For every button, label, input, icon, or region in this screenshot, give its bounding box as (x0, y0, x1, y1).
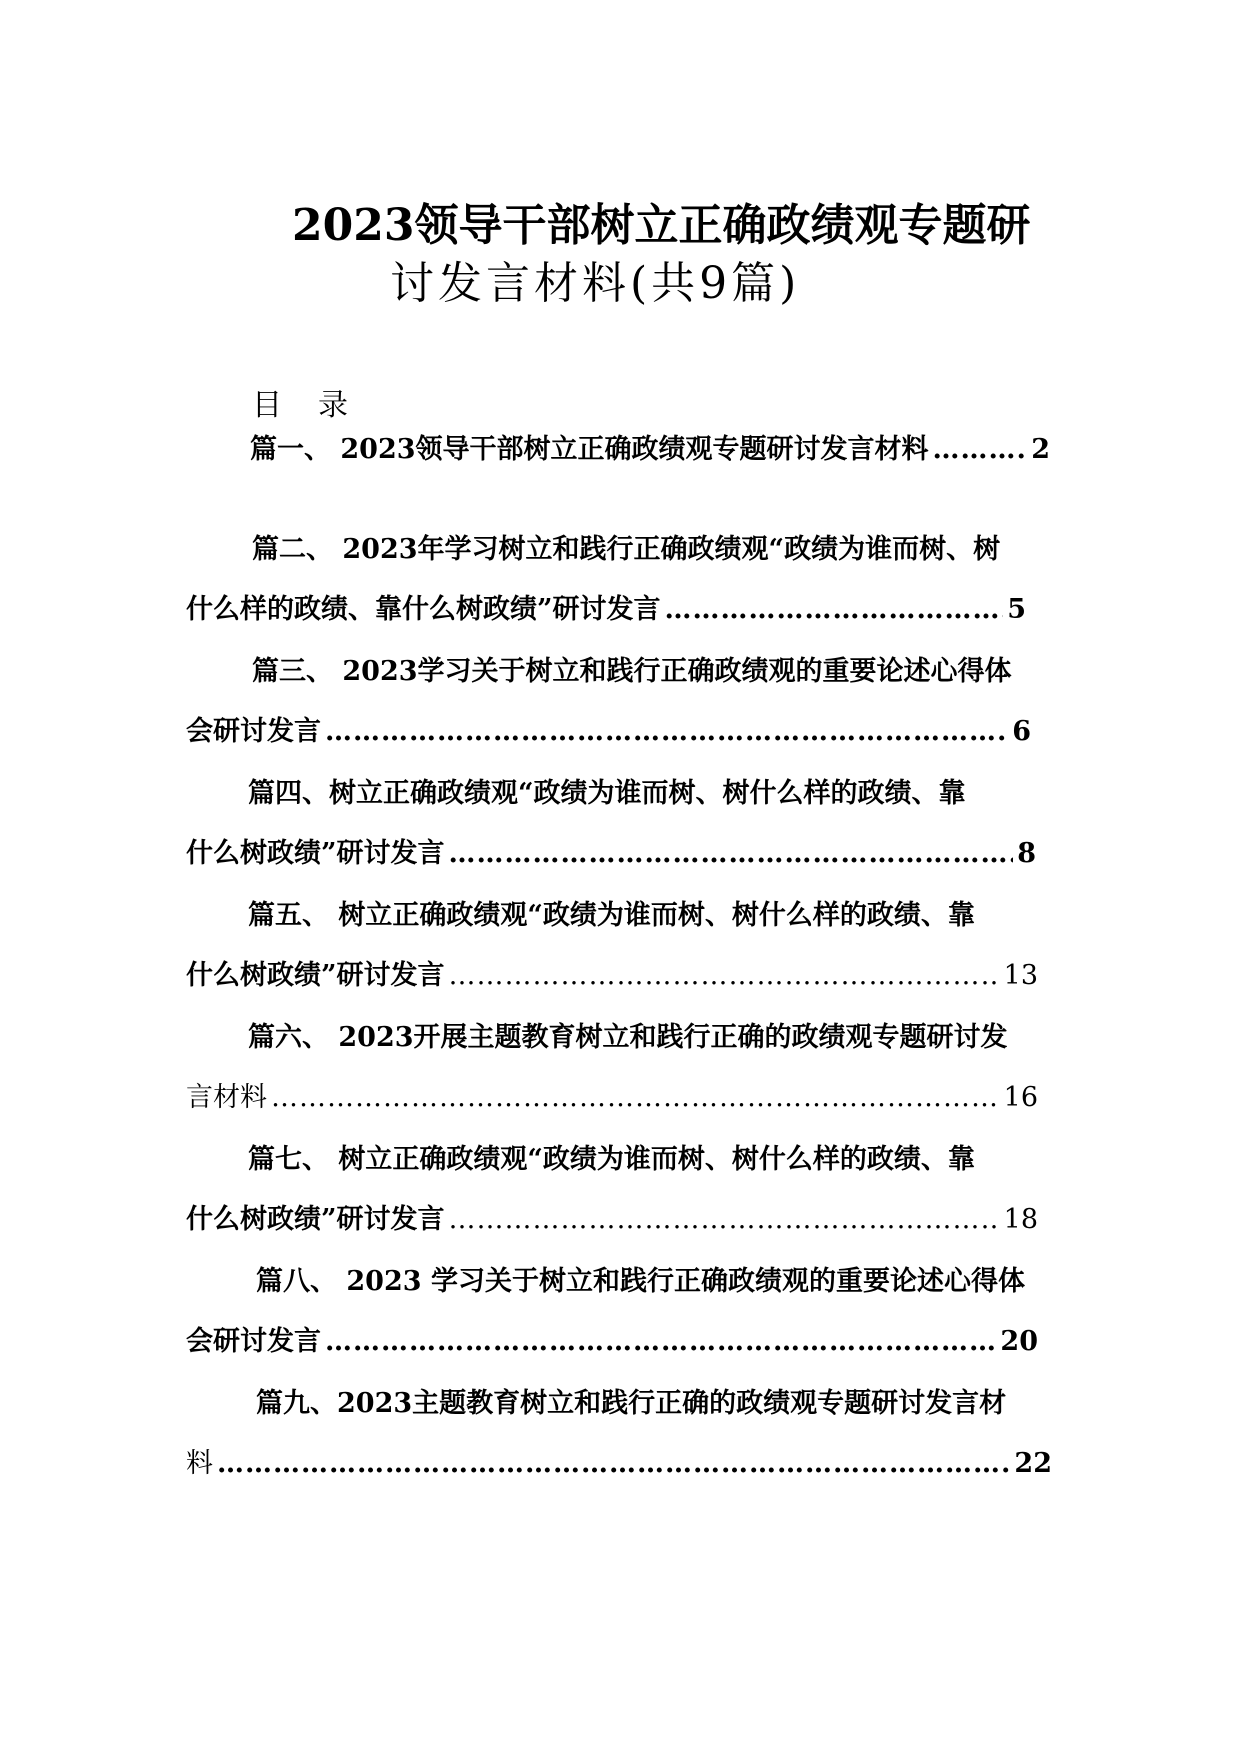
toc-leader-dots (325, 712, 1008, 752)
toc-entry-5-line-1[interactable]: 篇五、 树立正确政绩观“政绩为谁而树、树什么样的政绩、靠 (248, 900, 975, 931)
toc-entry-9-line-1[interactable]: 篇九、2023主题教育树立和践行正确的政绩观专题研讨发言材 (256, 1388, 1007, 1419)
toc-entry-4-page: 8 (1017, 838, 1036, 869)
toc-heading: 目录 (252, 388, 384, 423)
toc-entry-8-line-1[interactable]: 篇八、 2023 学习关于树立和践行正确政绩观的重要论述心得体 (256, 1266, 1025, 1297)
toc-leader-dots (271, 1078, 1000, 1118)
toc-entry-6-line-1[interactable]: 篇六、 2023开展主题教育树立和践行正确的政绩观专题研讨发 (248, 1022, 1008, 1053)
document-title-line-1: 2023领导干部树立正确政绩观专题研 (292, 200, 1031, 251)
toc-entry-1[interactable] (250, 430, 1050, 470)
toc-entry-2-page: 5 (1007, 594, 1026, 625)
toc-entry-6-page: 16 (1003, 1082, 1038, 1113)
toc-entry-2[interactable] (186, 590, 1026, 630)
toc-entry-6[interactable] (186, 1078, 1038, 1118)
toc-entry-3-title: 会研讨发言 (186, 716, 321, 747)
toc-entry-3[interactable] (186, 712, 1031, 752)
toc-entry-8-page: 20 (1000, 1326, 1038, 1357)
toc-entry-8[interactable] (186, 1322, 1038, 1362)
toc-leader-dots (665, 590, 1004, 630)
toc-entry-3-page: 6 (1012, 716, 1031, 747)
toc-entry-6-title: 言材料 (186, 1082, 267, 1113)
toc-entry-5[interactable] (186, 956, 1038, 996)
toc-entry-9[interactable] (186, 1444, 1052, 1484)
toc-entry-9-title: 料 (186, 1448, 213, 1479)
toc-entry-1-title: 篇一、 2023领导干部树立正确政绩观专题研讨发言材料 (250, 434, 929, 465)
toc-entry-3-line-1[interactable]: 篇三、 2023学习关于树立和践行正确政绩观的重要论述心得体 (252, 656, 1012, 687)
toc-entry-5-page: 13 (1003, 960, 1038, 991)
toc-entry-7[interactable] (186, 1200, 1038, 1240)
toc-entry-2-title: 什么样的政绩、靠什么树政绩”研讨发言 (186, 594, 661, 625)
toc-entry-4-title: 什么树政绩”研讨发言 (186, 838, 445, 869)
toc-leader-dots (325, 1322, 996, 1362)
toc-entry-4[interactable] (186, 834, 1036, 874)
document-title-line-2: 讨发言材料(共9篇) (390, 258, 801, 309)
toc-leader-dots (449, 956, 1000, 996)
toc-entry-2-line-1[interactable]: 篇二、 2023年学习树立和践行正确政绩观“政绩为谁而树、树 (252, 534, 1001, 565)
toc-entry-4-line-1[interactable]: 篇四、树立正确政绩观“政绩为谁而树、树什么样的政绩、靠 (248, 778, 966, 809)
toc-leader-dots (449, 1200, 1000, 1240)
toc-entry-7-line-1[interactable]: 篇七、 树立正确政绩观“政绩为谁而树、树什么样的政绩、靠 (248, 1144, 975, 1175)
toc-leader-dots (449, 834, 1014, 874)
toc-entry-1-page: 2 (1031, 434, 1050, 465)
toc-entry-8-title: 会研讨发言 (186, 1326, 321, 1357)
toc-entry-7-title: 什么树政绩”研讨发言 (186, 1204, 445, 1235)
toc-entry-9-page: 22 (1014, 1448, 1052, 1479)
toc-entry-7-page: 18 (1003, 1204, 1038, 1235)
toc-entry-5-title: 什么树政绩”研讨发言 (186, 960, 445, 991)
toc-leader-dots (933, 430, 1028, 470)
toc-leader-dots (217, 1444, 1010, 1484)
